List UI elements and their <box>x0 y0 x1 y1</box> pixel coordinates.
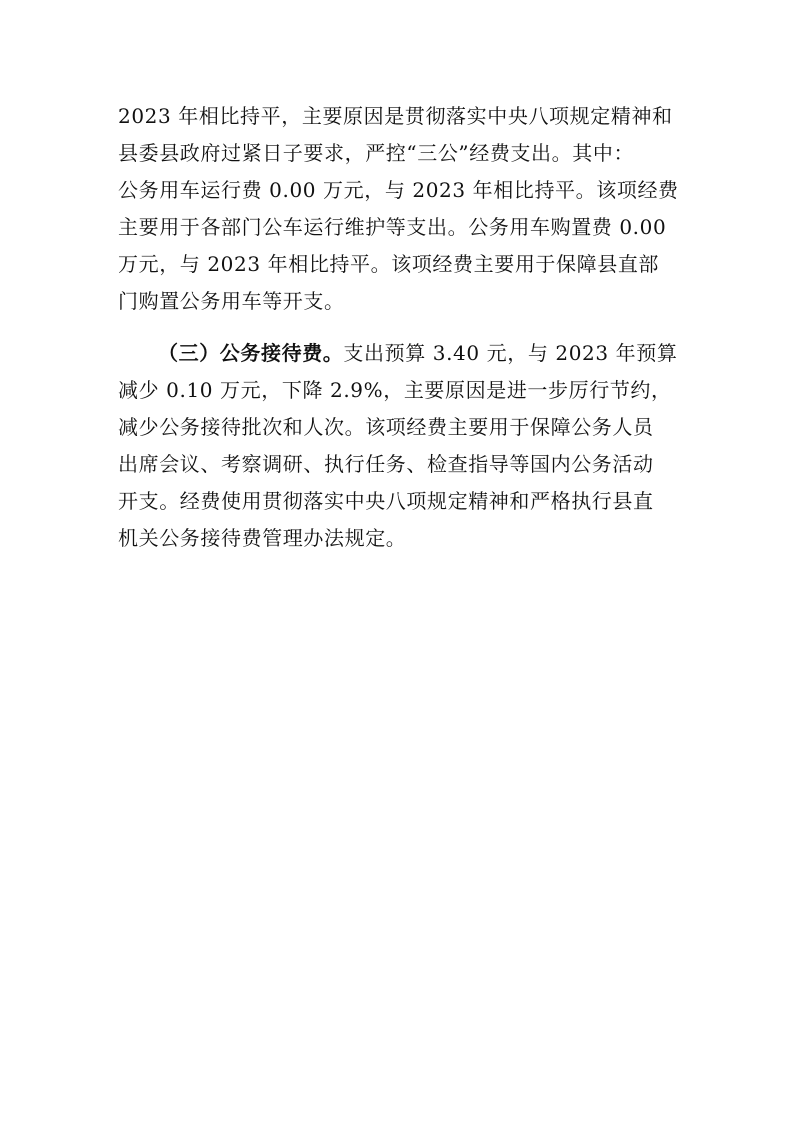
heading-line-rest: 支出预算 3.40 元，与 2023 年预算 <box>343 341 678 365</box>
paragraph-line: 门购置公务用车等开支。 <box>118 289 345 313</box>
paragraph-line: 开支。经费使用贯彻落实中央八项规定精神和严格执行县直 <box>118 489 654 513</box>
paragraph-line: 减少公务接待批次和人次。该项经费主要用于保障公务人员 <box>118 415 654 439</box>
section-heading: （三）公务接待费。 <box>158 341 344 365</box>
paragraph-line: 机关公务接待费管理办法规定。 <box>118 526 407 550</box>
paragraph-line <box>158 341 678 365</box>
paragraph-line: 减少 0.10 万元，下降 2.9%，主要原因是进一步厉行节约， <box>118 378 672 402</box>
paragraph-line: 主要用于各部门公车运行维护等支出。公务用车购置费 0.00 <box>118 215 667 239</box>
paragraph-line: 县委县政府过紧日子要求，严控“三公”经费支出。其中： <box>118 141 635 165</box>
paragraph-line: 万元，与 2023 年相比持平。该项经费主要用于保障县直部 <box>118 252 660 276</box>
paragraph-line: 出席会议、考察调研、执行任务、检查指导等国内公务活动 <box>118 452 654 476</box>
paragraph-line: 公务用车运行费 0.00 万元，与 2023 年相比持平。该项经费 <box>118 178 679 202</box>
paragraph-line: 2023 年相比持平，主要原因是贯彻落实中央八项规定精神和 <box>118 104 673 128</box>
